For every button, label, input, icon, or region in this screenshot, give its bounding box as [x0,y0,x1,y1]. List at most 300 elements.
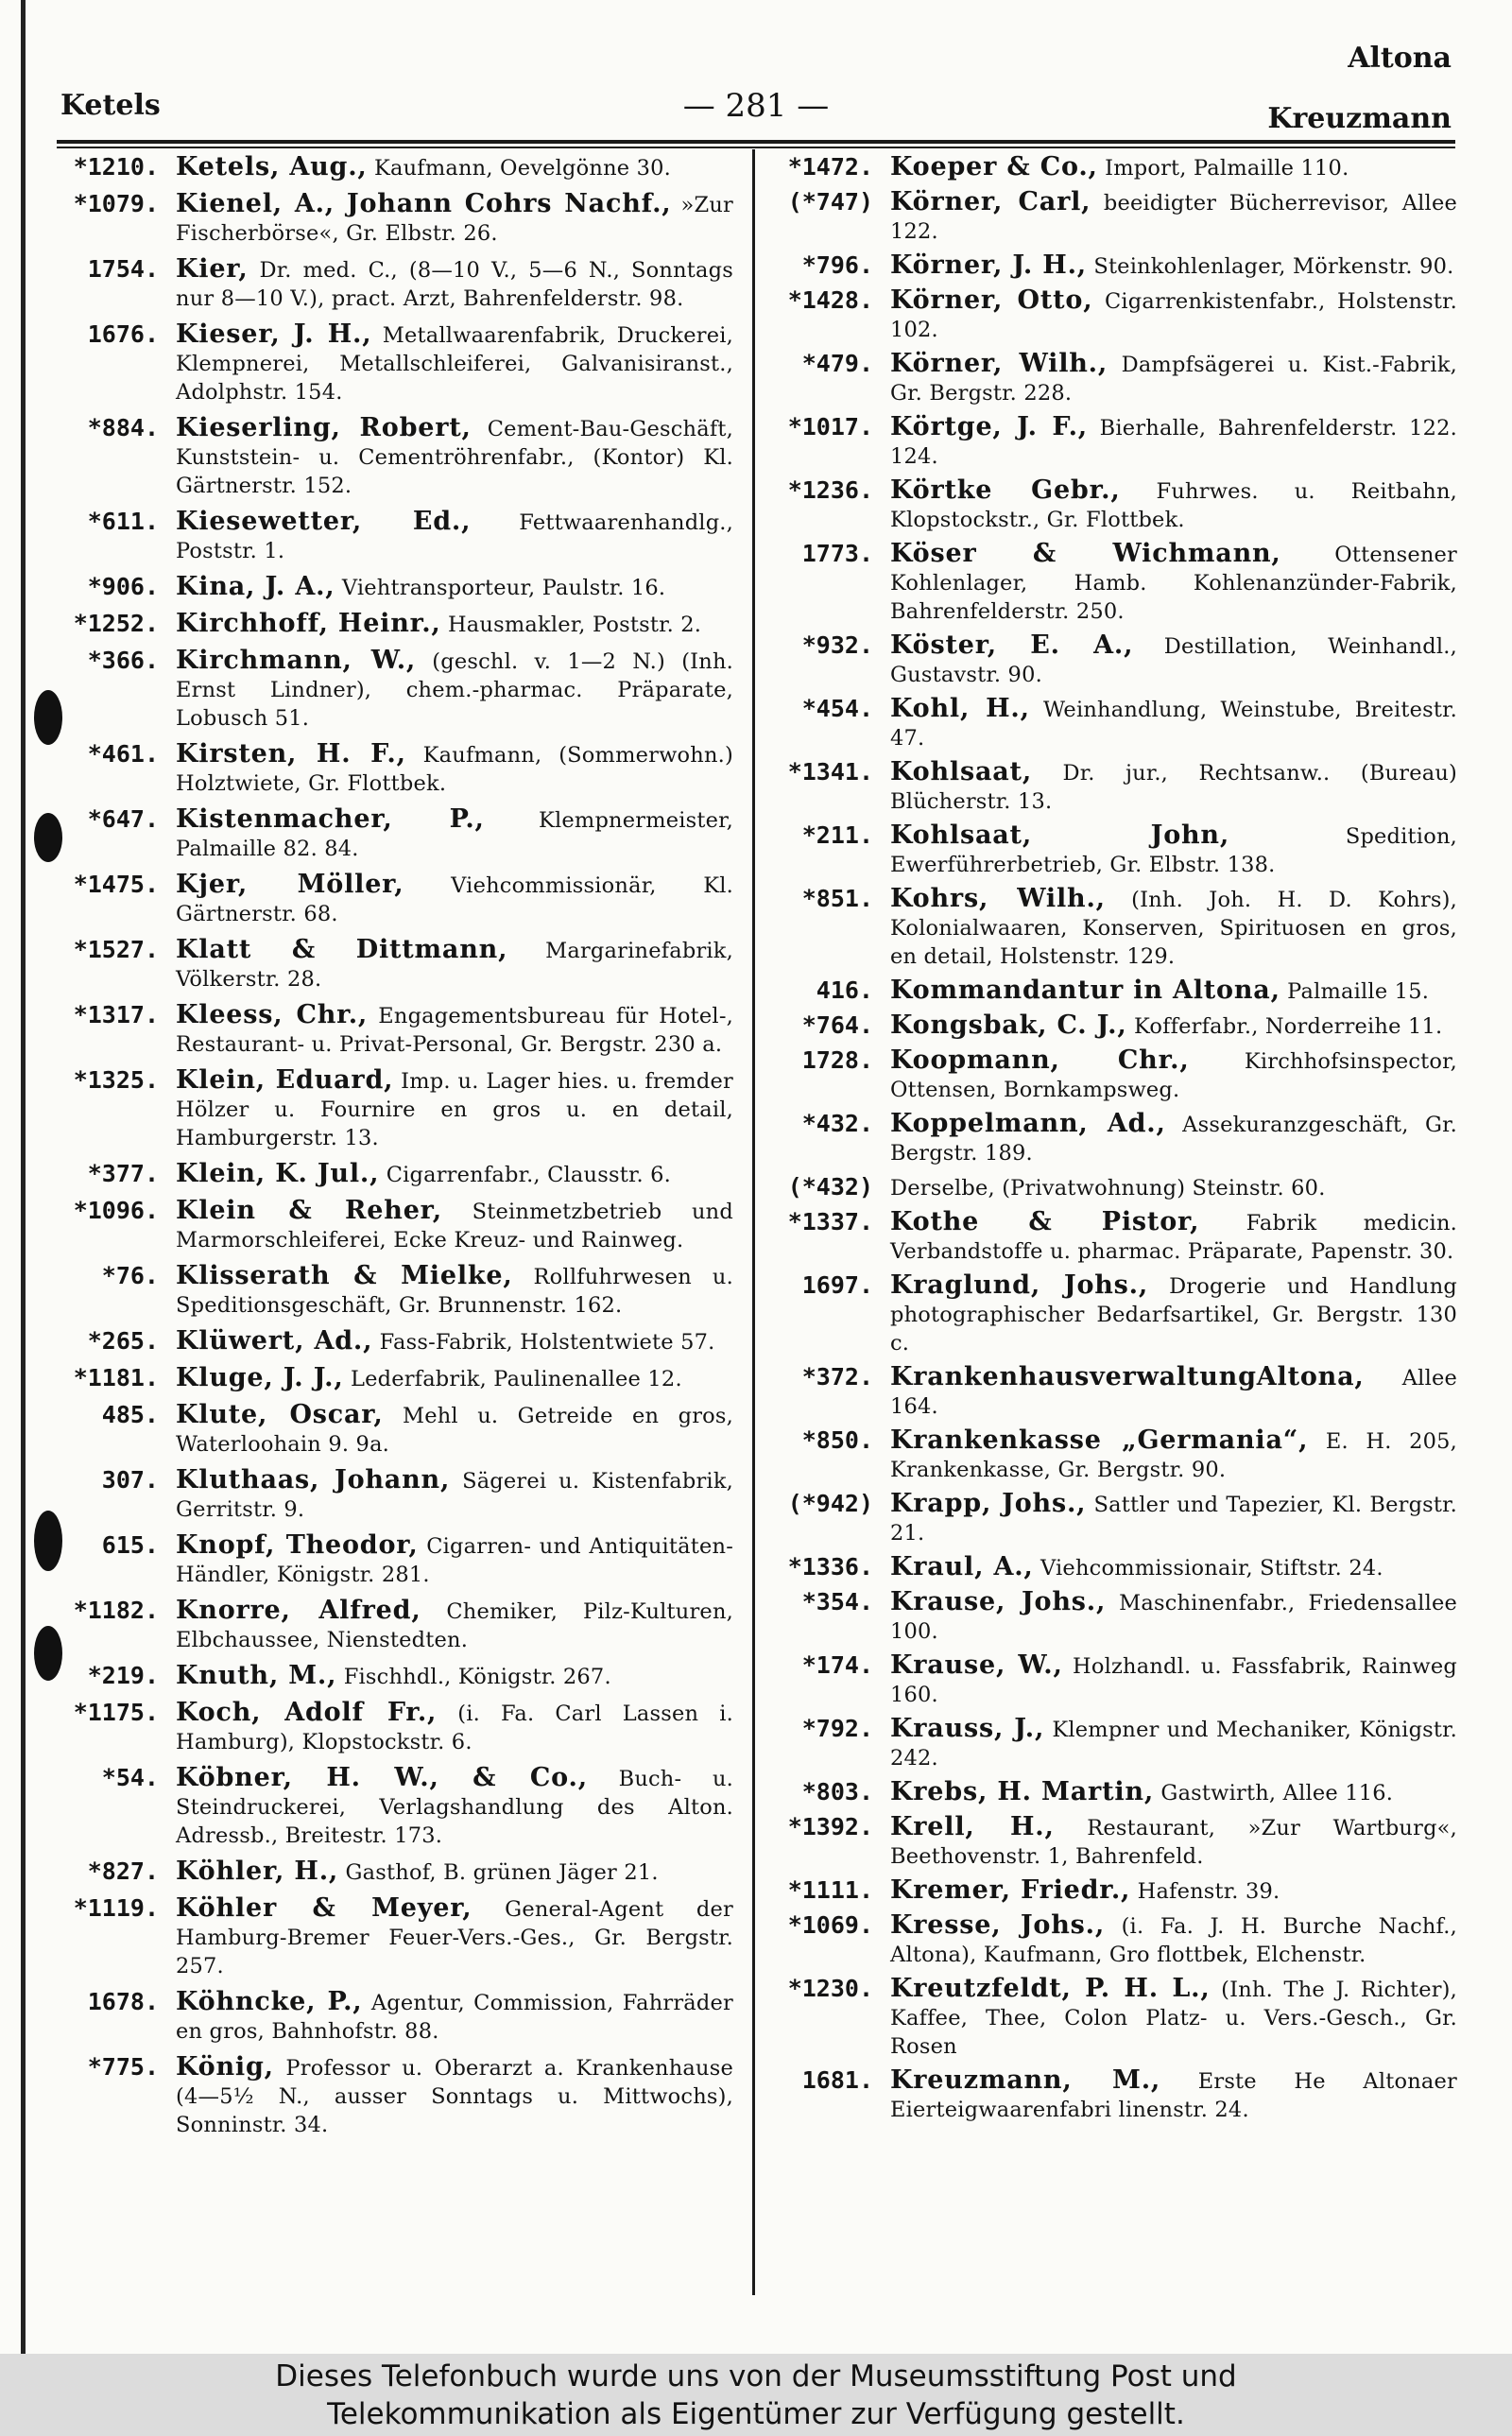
subscriber-name: Kjer, Möller, [176,870,404,899]
subscriber-name: Krell, H., [890,1812,1055,1841]
entry-text [890,476,1457,534]
subscriber-details: Restaurant, »Zur Wartburg«, Beethovenstr. 1, Bahrenfeld. [890,1816,1457,1869]
directory-entry [53,1197,733,1254]
subscriber-details: Drogerie und Handlung photographischer Bedarfsartikel, Gr. Bergstr. 130 c. [890,1274,1458,1356]
phone-number: *1210. [73,153,159,181]
phone-number: *775. [87,2053,159,2081]
entry-text [890,1363,1457,1421]
phone-number: *479. [801,350,873,377]
subscriber-name: Kremer, Friedr., [890,1875,1131,1905]
directory-entry [53,647,733,733]
subscriber-details: Assekuranzgeschäft, Gr. Bergstr. 189. [890,1113,1457,1166]
subscriber-details: (Inh. Joh. H. D. Kohrs), Kolonialwaaren, Konserven, Spirituosen en gros, en detail, Holstenstr. 129. [890,888,1457,969]
subscriber-details: Cigarrenfabr., Clausstr. 6. [386,1163,672,1187]
subscriber-details: Steinmetzbetrieb und Marmorschleiferei, Ecke Kreuz- und Rainweg. [176,1200,733,1253]
footer-notice [0,2354,1512,2436]
phone-number: *174. [801,1651,873,1679]
directory-entry [767,1271,1457,1357]
subscriber-name: Knopf, Theodor, [176,1530,419,1560]
left-column [53,153,733,2147]
subscriber-details: Spedition, Ewerführerbetrieb, Gr. Elbstr. 138. [890,824,1457,877]
entry-text [890,1813,1457,1871]
entry-text [890,821,1457,879]
subscriber-details: Buch- u. Steindruckerei, Verlagshandlung des Alton. Adressb., Breitestr. 173. [176,1767,734,1848]
directory-entry [53,1327,733,1356]
subscriber-details: Cigarrenkistenfabr., Holstenstr. 102. [890,289,1458,342]
subscriber-name: Körner, J. H., [890,251,1087,280]
phone-number: *1392. [787,1813,873,1840]
directory-entry [767,2066,1457,2124]
subscriber-details: Palmaille 15. [1287,979,1430,1004]
subscriber-name: Kina, J. A., [176,572,335,601]
entry-text [890,631,1457,689]
subscriber-details: Steinkohlenlager, Mörkenstr. 90. [1093,254,1454,279]
entry-text [890,1911,1457,1969]
entry-text [890,1651,1457,1709]
subscriber-details: Allee 164. [890,1366,1457,1419]
subscriber-name: Kongsbak, C. J., [890,1011,1127,1040]
entry-text [176,647,733,733]
directory-entry [53,1531,733,1589]
entry-text [176,508,733,565]
phone-number: *1236. [787,476,873,504]
subscriber-details: Derselbe, (Privatwohnung) Steinstr. 60. [890,1176,1326,1201]
entry-text [176,1160,733,1189]
entry-text [176,740,733,798]
subscriber-name: Körner, Wilh., [890,349,1108,378]
entry-text [890,885,1457,971]
subscriber-name: Koppelmann, Ad., [890,1109,1166,1138]
phone-number: *1111. [787,1876,873,1904]
phone-number: *827. [87,1857,159,1885]
subscriber-name: Klein, Eduard, [176,1065,394,1095]
subscriber-details: Fettwaarenhandlg., Poststr. 1. [176,510,733,563]
directory-entry [767,1813,1457,1871]
phone-number: *1252. [73,610,159,637]
directory-entry [53,1857,733,1887]
entry-text [890,153,1457,182]
directory-entry [767,695,1457,752]
phone-number: *265. [87,1327,159,1355]
phone-number: 1676. [87,320,159,348]
entry-text [176,1364,733,1393]
subscriber-name: Kistenmacher, P., [176,804,485,834]
phone-number: *1181. [73,1364,159,1391]
directory-entry [767,540,1457,626]
directory-entry [53,508,733,565]
entry-text [890,1975,1457,2061]
phone-number: *1337. [787,1208,873,1235]
phone-number: *884. [87,414,159,441]
directory-entry [767,1363,1457,1421]
header-last-entry: Kreuzmann [1267,102,1452,135]
subscriber-details: Sattler und Tapezier, Kl. Bergstr. 21. [890,1493,1458,1546]
phone-number: (*747) [787,188,873,216]
page-header [0,0,1512,151]
directory-entry [53,1001,733,1059]
phone-number: *1475. [73,871,159,898]
phone-number: *850. [801,1426,873,1454]
subscriber-name: Klüwert, Ad., [176,1326,373,1356]
directory-entry [767,1426,1457,1484]
directory-entry [53,1160,733,1189]
phone-number: *432. [801,1110,873,1137]
entry-text [176,1001,733,1059]
subscriber-name: Kluthaas, Johann, [176,1465,451,1494]
directory-entry [53,1262,733,1320]
phone-number: *1527. [73,936,159,963]
phone-number: *1317. [73,1001,159,1028]
entry-text [176,1662,733,1691]
subscriber-details: beeidigter Bücherrevisor, Allee 122. [890,191,1457,244]
phone-number: 1678. [87,1988,159,2015]
entry-text [176,936,733,993]
subscriber-name: Kirchhoff, Heinr., [176,609,441,638]
subscriber-details: Mehl u. Getreide en gros, Waterloohain 9. 9a. [176,1404,733,1457]
subscriber-name: Köhler & Meyer, [176,1893,472,1923]
phone-number: *366. [87,647,159,674]
subscriber-name: Kresse, Johs., [890,1910,1106,1940]
directory-entry [53,1894,733,1980]
phone-number: 1773. [801,540,873,567]
subscriber-details: Ottensener Kohlenlager, Hamb. Kohlenanzünder-Fabrik, Bahrenfelderstr. 250. [890,543,1457,624]
subscriber-name: Kirsten, H. F., [176,739,406,769]
subscriber-details: Engagementsbureau für Hotel-, Restaurant- u. Privat-Personal, Gr. Bergstr. 230 a. [176,1004,733,1057]
subscriber-details: (i. Fa. J. H. Burche Nachf., Altona), Kaufmann, Gro flottbek, Elchenstr. [890,1914,1457,1967]
subscriber-details: Fischhdl., Königstr. 267. [343,1665,611,1689]
directory-entry [53,610,733,639]
phone-number: *932. [801,631,873,659]
entry-text [890,695,1457,752]
subscriber-name: Koeper & Co., [890,152,1098,181]
directory-entry [53,740,733,798]
subscriber-name: Knorre, Alfred, [176,1596,421,1625]
subscriber-name: Köster, E. A., [890,631,1134,660]
directory-entry [767,976,1457,1006]
subscriber-name: Kohl, H., [890,694,1030,723]
subscriber-name: Körner, Otto, [890,285,1093,315]
phone-number: 1754. [87,255,159,283]
subscriber-name: Krapp, Johs., [890,1489,1087,1518]
directory-entry [767,413,1457,471]
subscriber-name: Kohlsaat, John, [890,821,1230,850]
entry-text [176,1597,733,1654]
entry-text [890,1271,1457,1357]
directory-entry [767,1553,1457,1582]
header-city: Altona [1348,42,1452,75]
directory-entry [767,1588,1457,1646]
subscriber-details: Lederfabrik, Paulinenallee 12. [350,1367,682,1391]
phone-number: *1175. [73,1699,159,1726]
subscriber-name: Kohlsaat, [890,757,1033,786]
subscriber-name: Kleess, Chr., [176,1000,369,1029]
directory-entry [53,1662,733,1691]
phone-number: *803. [801,1778,873,1805]
directory-entry [767,251,1457,281]
phone-number: 1681. [801,2066,873,2094]
directory-entry [53,1466,733,1524]
subscriber-name: Köser & Wichmann, [890,539,1281,568]
phone-number: *354. [801,1588,873,1615]
entry-text [890,1876,1457,1906]
directory-entry [767,1778,1457,1807]
phone-number: 1728. [801,1046,873,1074]
subscriber-details: Kofferfabr., Norderreihe 11. [1133,1014,1443,1039]
subscriber-name: Koch, Adolf Fr., [176,1698,438,1727]
subscriber-name: Körner, Carl, [890,187,1091,216]
entry-text [176,610,733,639]
footer-line-2: Telekommunikation als Eigentümer zur Verfügung gestellt. [327,2397,1185,2431]
entry-text [890,1173,1457,1202]
subscriber-details: Viehcommissionär, Kl. Gärtnerstr. 68. [176,873,733,926]
subscriber-name: Kier, [176,254,249,284]
entry-text [176,1066,733,1152]
entry-text [890,540,1457,626]
phone-number: *377. [87,1160,159,1187]
directory-entry [53,573,733,602]
directory-entry [767,1715,1457,1772]
phone-number: *764. [801,1011,873,1039]
subscriber-details: Dampfsägerei u. Kist.-Fabrik, Gr. Bergstr. 228. [890,353,1458,406]
phone-number: *1119. [73,1894,159,1922]
entry-text [176,805,733,863]
subscriber-name: Koopmann, Chr., [890,1045,1190,1075]
entry-text [176,1894,733,1980]
entry-text [890,1588,1457,1646]
directory-entry [53,1988,733,2046]
subscriber-details: Holzhandl. u. Fassfabrik, Rainweg 160. [890,1654,1457,1707]
directory-entry [767,153,1457,182]
subscriber-details: Fabrik medicin. Verbandstoffe u. pharmac. Präparate, Papenstr. 30. [890,1211,1457,1264]
subscriber-name: Kluge, J. J., [176,1363,344,1392]
phone-number: *219. [87,1662,159,1689]
phone-number: *1069. [787,1911,873,1939]
directory-entry [767,1490,1457,1547]
subscriber-details: Hausmakler, Poststr. 2. [447,613,702,637]
directory-entry [767,821,1457,879]
entry-text [890,1490,1457,1547]
directory-entry [767,350,1457,407]
subscriber-name: Kothe & Pistor, [890,1207,1200,1236]
entry-text [176,1262,733,1320]
entry-text [176,573,733,602]
directory-entry [767,758,1457,816]
directory-entry [767,1046,1457,1104]
subscriber-details: Rollfuhrwesen u. Speditionsgeschäft, Gr. Brunnenstr. 162. [176,1265,733,1318]
subscriber-details: Chemiker, Pilz-Kulturen, Elbchaussee, Nienstedten. [176,1599,733,1652]
subscriber-details: Fuhrwes. u. Reitbahn, Klopstockstr., Gr. Flottbek. [890,479,1458,532]
subscriber-details: Margarinefabrik, Völkerstr. 28. [176,939,733,992]
directory-entry [53,1364,733,1393]
header-first-entry: Ketels [60,89,161,122]
phone-number: *372. [801,1363,873,1391]
subscriber-details: Cement-Bau-Geschäft, Kunststein- u. Cementröhrenfabr., (Kontor) Kl. Gärtnerstr. 152. [176,417,733,498]
subscriber-name: Ketels, Aug., [176,152,368,181]
subscriber-details: Fass-Fabrik, Holstentwiete 57. [379,1330,715,1355]
directory-entry [53,805,733,863]
entry-text [176,1857,733,1887]
entry-text [890,1426,1457,1484]
phone-number: *796. [801,251,873,279]
page-number: — 281 — [682,87,830,125]
entry-text [890,758,1457,816]
phone-number: *54. [101,1764,159,1791]
subscriber-name: Kreuzmann, M., [890,2065,1161,2095]
directory-entry [53,320,733,406]
subscriber-details: Klempner und Mechaniker, Königstr. 242. [890,1718,1458,1771]
entry-text [176,1327,733,1356]
subscriber-details: Klempnermeister, Palmaille 82. 84. [176,808,733,861]
directory-entry [53,2053,733,2139]
phone-number: *1079. [73,190,159,217]
header-rule-thick [57,140,1455,144]
subscriber-name: Kieserling, Robert, [176,413,472,442]
phone-number: *851. [801,885,873,912]
subscriber-name: Krauss, J., [890,1714,1045,1743]
entry-text [890,1553,1457,1582]
entry-text [176,1531,733,1589]
subscriber-details: E. H. 205, Krankenkasse, Gr. Bergstr. 90. [890,1429,1457,1482]
phone-number: (*942) [787,1490,873,1517]
column-divider [752,149,755,2295]
subscriber-details: Bierhalle, Bahrenfelderstr. 122. 124. [890,416,1457,469]
subscriber-details: Destillation, Weinhandl., Gustavstr. 90. [890,634,1457,687]
directory-entry [53,1066,733,1152]
scan-edge-shadow [21,0,26,2354]
entry-text [176,190,733,248]
directory-entry [767,1975,1457,2061]
phone-number: *211. [801,821,873,849]
entry-text [890,286,1457,344]
phone-number: *1230. [787,1975,873,2002]
subscriber-name: Klatt & Dittmann, [176,935,508,964]
directory-entry [53,1597,733,1654]
subscriber-name: Kienel, A., Johann Cohrs Nachf., [176,189,672,218]
phone-number: *1017. [787,413,873,441]
subscriber-name: Klute, Oscar, [176,1400,384,1429]
subscriber-name: Knuth, M., [176,1661,337,1690]
subscriber-name: KrankenhausverwaltungAltona, [890,1362,1365,1391]
directory-entry [767,631,1457,689]
directory-entry [767,1208,1457,1266]
entry-text [890,1011,1457,1041]
phone-number: *76. [101,1262,159,1289]
subscriber-name: Krebs, H. Martin, [890,1777,1155,1806]
entry-text [176,320,733,406]
directory-entry [767,476,1457,534]
directory-entry [53,1401,733,1459]
directory-entry [53,414,733,500]
directory-entry [53,871,733,928]
phone-number: *611. [87,508,159,535]
entry-text [176,2053,733,2139]
phone-number: *1472. [787,153,873,181]
subscriber-name: König, [176,2052,274,2082]
directory-entry [767,1110,1457,1167]
subscriber-details: Kirchhofsinspector, Ottensen, Bornkampsweg. [890,1049,1458,1102]
entry-text [176,1466,733,1524]
subscriber-details: Gasthof, B. grünen Jäger 21. [345,1860,659,1885]
directory-entry [53,1764,733,1850]
directory-entry [53,190,733,248]
subscriber-name: Köhncke, P., [176,1987,363,2016]
subscriber-details: (geschl. v. 1—2 N.) (Inh. Ernst Lindner), chem.-pharmac. Präparate, Lobusch 51. [176,649,733,731]
phone-number: 416. [816,976,873,1004]
entry-text [890,188,1457,246]
subscriber-details: Cigarren- und Antiquitäten-Händler, Königstr. 281. [176,1534,734,1587]
subscriber-name: Kieser, J. H., [176,320,372,349]
subscriber-name: Kommandantur in Altona, [890,976,1280,1005]
phone-number: 485. [101,1401,159,1428]
directory-entry [53,153,733,182]
subscriber-name: Kiesewetter, Ed., [176,507,472,536]
subscriber-name: Klisserath & Mielke, [176,1261,513,1290]
directory-entry [767,1651,1457,1709]
entry-text [890,1208,1457,1266]
phone-number: *454. [801,695,873,722]
subscriber-details: General-Agent der Hamburg-Bremer Feuer-Vers.-Ges., Gr. Bergstr. 257. [176,1897,734,1978]
phone-number: *1341. [787,758,873,786]
subscriber-details: Gastwirth, Allee 116. [1160,1781,1394,1805]
subscriber-details: Weinhandlung, Weinstube, Breitestr. 47. [890,698,1457,751]
subscriber-details: Professor u. Oberarzt a. Krankenhause (4—5½ N., ausser Sonntags u. Mittwochs), Sonninstr. 34. [176,2056,733,2137]
directory-entry [767,286,1457,344]
phone-number: 615. [101,1531,159,1559]
directory-entry [767,1876,1457,1906]
subscriber-name: Krankenkasse „Germania“, [890,1425,1309,1455]
directory-entry [767,188,1457,246]
phone-number: (*432) [787,1173,873,1201]
subscriber-name: Kirchmann, W., [176,646,417,675]
directory-entry [53,1699,733,1756]
entry-text [890,1715,1457,1772]
subscriber-details: Agentur, Commission, Fahrräder en gros, Bahnhofstr. 88. [176,1991,733,2044]
entry-text [176,1764,733,1850]
phone-number: *1096. [73,1197,159,1224]
subscriber-name: Kraglund, Johs., [890,1270,1149,1300]
subscriber-details: (i. Fa. Carl Lassen i. Hamburg), Klopstockstr. 6. [176,1702,733,1754]
entry-text [890,1110,1457,1167]
subscriber-details: Viehcommissionair, Stiftstr. 24. [1040,1556,1383,1581]
phone-number: *1325. [73,1066,159,1094]
phone-number: *1428. [787,286,873,314]
subscriber-details: Sägerei u. Kistenfabrik, Gerritstr. 9. [176,1469,734,1522]
phone-number: *1182. [73,1597,159,1624]
subscriber-name: Köhler, H., [176,1857,339,1886]
entry-text [176,414,733,500]
entry-text [890,350,1457,407]
directory-entry [53,936,733,993]
directory-entry [767,1173,1457,1202]
subscriber-details: »Zur Fischerbörse«, Gr. Elbstr. 26. [176,193,733,246]
subscriber-details: Viehtransporteur, Paulstr. 16. [341,576,666,600]
right-column [767,153,1457,2130]
subscriber-details: Erste He Altonaer Eierteigwaarenfabri linenstr. 24. [890,2069,1457,2122]
entry-text [176,1988,733,2046]
phone-number: *647. [87,805,159,833]
subscriber-name: Klein, K. Jul., [176,1159,380,1188]
subscriber-name: Kraul, A., [890,1552,1034,1581]
subscriber-details: Kaufmann, Oevelgönne 30. [373,156,672,181]
directory-entry [53,255,733,313]
subscriber-name: Körtke Gebr., [890,475,1121,505]
entry-text [176,871,733,928]
subscriber-name: Kohrs, Wilh., [890,884,1106,913]
entry-text [890,251,1457,281]
subscriber-details: Kaufmann, (Sommerwohn.) Holztwiete, Gr. Flottbek. [176,743,733,796]
subscriber-name: Kreutzfeldt, P. H. L., [890,1974,1211,2003]
phone-number: 1697. [801,1271,873,1299]
